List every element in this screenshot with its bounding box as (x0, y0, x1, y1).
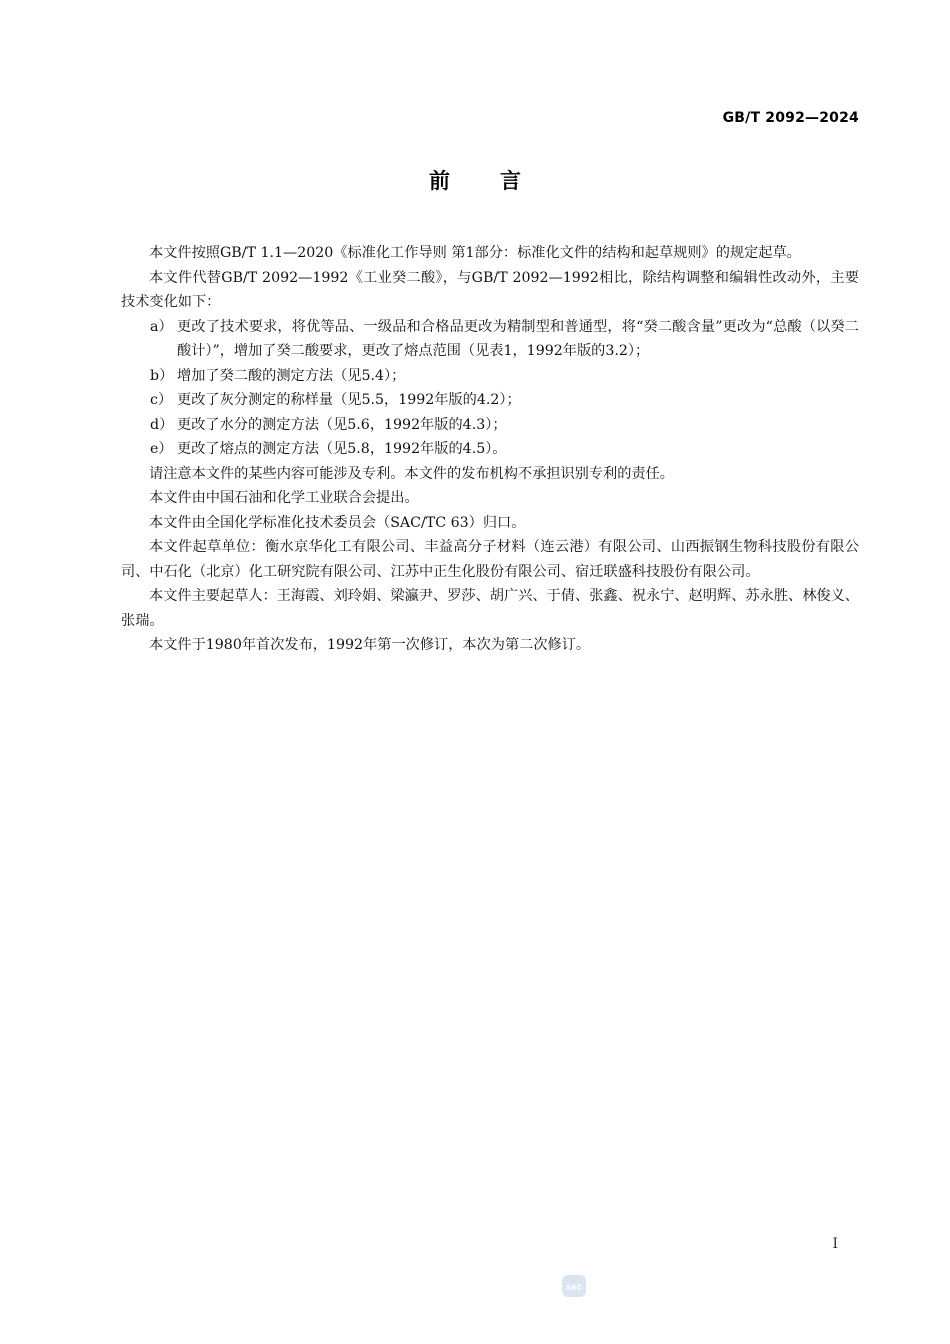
page-number: I (832, 1236, 838, 1252)
list-item-text: 更改了灰分测定的称样量（见5.5，1992年版的4.2）； (177, 392, 521, 408)
paragraph-drafting-units: 本文件起草单位：衡水京华化工有限公司、丰益高分子材料（连云港）有限公司、山西振钢生物科技股份有限公司、中石化（北京）化工研究院有限公司、江苏中正生化股份有限公司、宿迁联盛科技股份有限公司。 (121, 539, 859, 580)
paragraph-replacement-note: 本文件代替GB/T 2092—1992《工业癸二酸》，与GB/T 2092—1992相比，除结构调整和编辑性改动外，主要技术变化如下： (121, 269, 859, 310)
list-item (121, 315, 859, 364)
list-item (121, 364, 859, 389)
watermark-text: SAC (566, 1283, 582, 1292)
list-marker: a） (150, 318, 173, 335)
changes-list (121, 315, 859, 462)
document-body (121, 241, 859, 658)
list-item-text: 更改了技术要求，将优等品、一级品和合格品更改为精制型和普通型，将“癸二酸含量”更改为“总酸（以癸二酸计）”，增加了癸二酸要求，更改了熔点范围（见表1，1992年版的3.2）； (177, 318, 859, 359)
list-item (121, 413, 859, 438)
paragraph-drafting-rules: 本文件按照GB/T 1.1—2020《标准化工作导则 第1部分：标准化文件的结构和起草规则》的规定起草。 (149, 245, 801, 261)
paragraph-history: 本文件于1980年首次发布，1992年第一次修订，本次为第二次修订。 (149, 637, 591, 653)
paragraph-proposer: 本文件由中国石油和化学工业联合会提出。 (149, 490, 419, 506)
list-item (121, 437, 859, 462)
list-marker: e） (150, 441, 173, 457)
list-marker: c） (150, 392, 173, 408)
list-item-text: 更改了水分的测定方法（见5.6，1992年版的4.3）； (177, 416, 507, 433)
paragraph-patent-notice: 请注意本文件的某些内容可能涉及专利。本文件的发布机构不承担识别专利的责任。 (149, 465, 674, 482)
list-item-text: 更改了熔点的测定方法（见5.8，1992年版的4.5）。 (177, 441, 507, 457)
list-marker: b） (150, 367, 174, 384)
list-marker: d） (150, 416, 174, 433)
page-header-code: GB/T 2092—2024 (722, 110, 859, 126)
paragraph-technical-committee: 本文件由全国化学标准化技术委员会（SAC/TC 63）归口。 (149, 514, 526, 531)
list-item (121, 388, 859, 413)
sac-watermark-logo (561, 1274, 587, 1298)
list-item-text: 增加了癸二酸的测定方法（见5.4）； (177, 367, 406, 384)
paragraph-drafters: 本文件主要起草人：王海霞、刘玲娟、梁瀛尹、罗莎、胡广兴、于倩、张鑫、祝永宁、赵明辉、苏永胜、林俊义、张瑞。 (121, 588, 859, 629)
page-title: 前言 (429, 169, 571, 193)
